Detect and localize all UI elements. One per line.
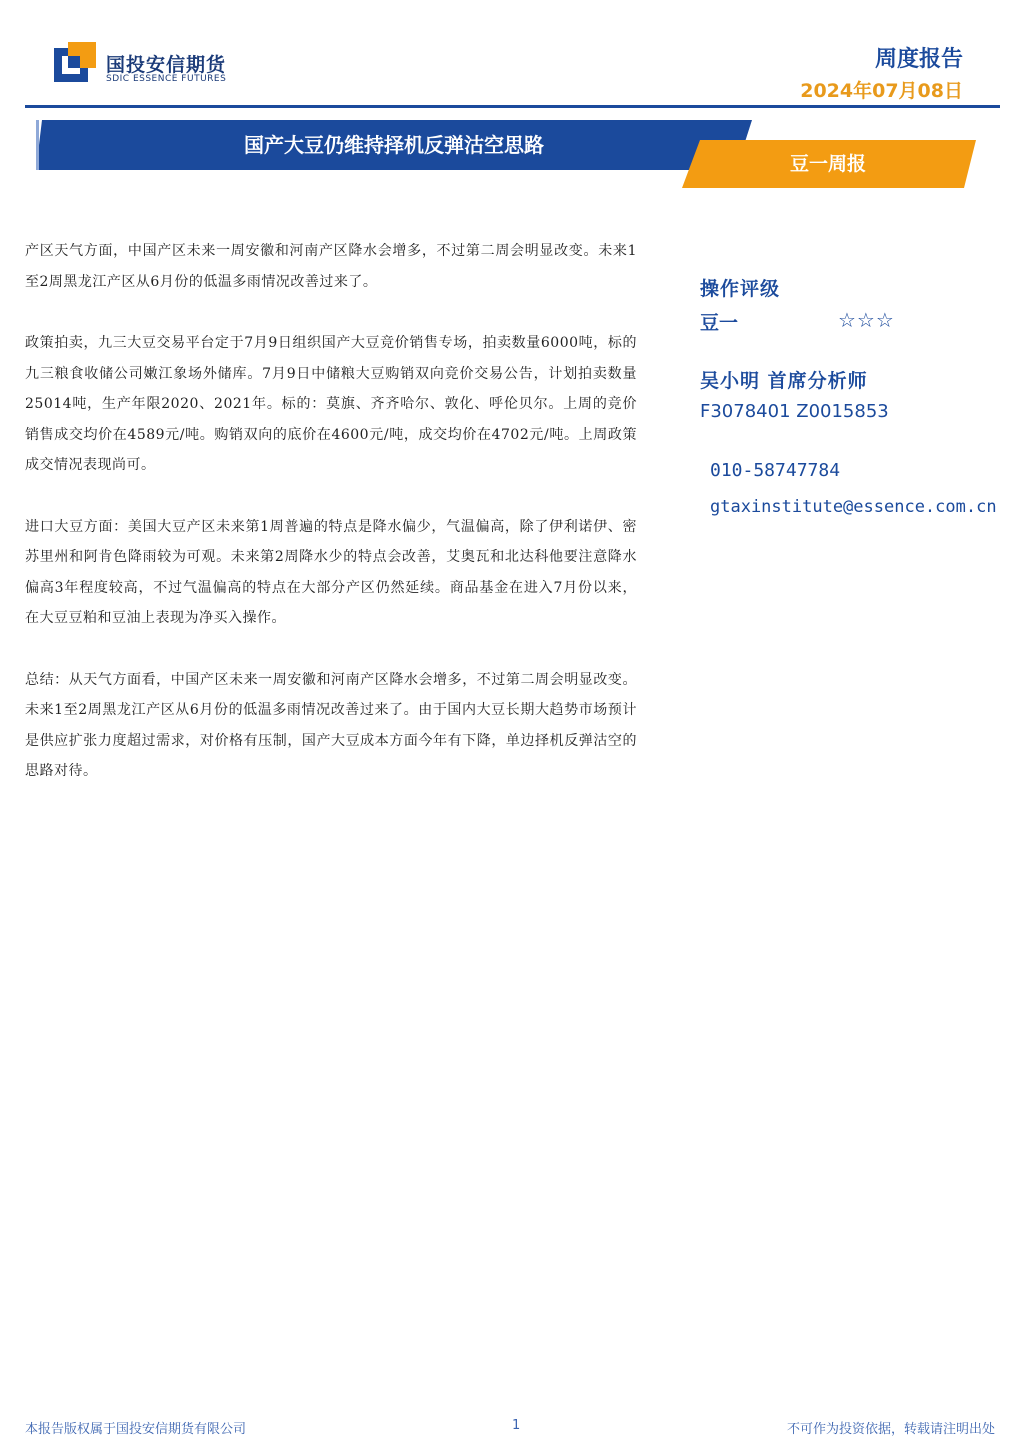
paragraph-weather: 产区天气方面，中国产区未来一周安徽和河南产区降水会增多，不过第二周会明显改变。未来1至2周黑龙江产区从6月份的低温多雨情况改善过来了。 [25, 243, 637, 290]
report-type: 周度报告 [874, 47, 963, 72]
rating-product: 豆一 [700, 312, 739, 334]
logo-name-en: SDIC ESSENCE FUTURES [106, 74, 227, 84]
footer-disclaimer: 不可作为投资依据，转载请注明出处 [786, 1422, 995, 1437]
report-body [25, 236, 637, 818]
contact-phone: 010-58747784 [710, 460, 841, 481]
footer-copyright: 本报告版权属于国投安信期货有限公司 [25, 1422, 247, 1437]
page-number: 1 [512, 1418, 521, 1433]
paragraph-summary: 总结：从天气方面看，中国产区未来一周安徽和河南产区降水会增多，不过第二周会明显改变。未来1至2周黑龙江产区从6月份的低温多雨情况改善过来了。由于国内大豆长期大趋势市场预计是供应扩张力度超过需求，对价格有压制，国产大豆成本方面今年有下降，单边择机反弹沽空的思路对待。 [25, 671, 637, 779]
logo-name-cn: 国投安信期货 [106, 54, 227, 76]
contact-email[interactable]: gtaxinstitute@essence.com.cn [710, 497, 997, 517]
header-divider [25, 105, 1000, 108]
analyst-license: F3078401 Z0015853 [700, 401, 889, 422]
analyst-name: 吴小明 首席分析师 [700, 370, 868, 392]
company-logo-icon [54, 42, 98, 84]
report-title: 国产大豆仍维持择机反弹沽空思路 [244, 133, 544, 157]
paragraph-auction: 政策拍卖，九三大豆交易平台定于7月9日组织国产大豆竞价销售专场，拍卖数量6000吨，标的九三粮食收储公司嫩江象场外储库。7月9日中储粮大豆购销双向竞价交易公告，计划拍卖数量25014吨，生产年限2020、2021年。标的：莫旗、齐齐哈尔、敦化、呼伦贝尔。上周的竞价销售成交均价在4589元/吨。购销双向的底价在4600元/吨，成交均价在4702元/吨。上周政策成交情况表现尚可。 [25, 335, 637, 473]
product-tag: 豆一周报 [789, 153, 866, 175]
rating-stars-icon: ☆☆☆ [838, 308, 895, 332]
rating-title: 操作评级 [700, 278, 781, 300]
report-date: 2024年07月08日 [800, 80, 963, 102]
paragraph-import: 进口大豆方面：美国大豆产区未来第1周普遍的特点是降水偏少，气温偏高，除了伊利诺伊、密苏里州和阿肯色降雨较为可观。未来第2周降水少的特点会改善，艾奥瓦和北达科他要注意降水偏高3年程度较高，不过气温偏高的特点在大部分产区仍然延续。商品基金在进入7月份以来，在大豆豆粕和豆油上表现为净买入操作。 [25, 518, 637, 626]
